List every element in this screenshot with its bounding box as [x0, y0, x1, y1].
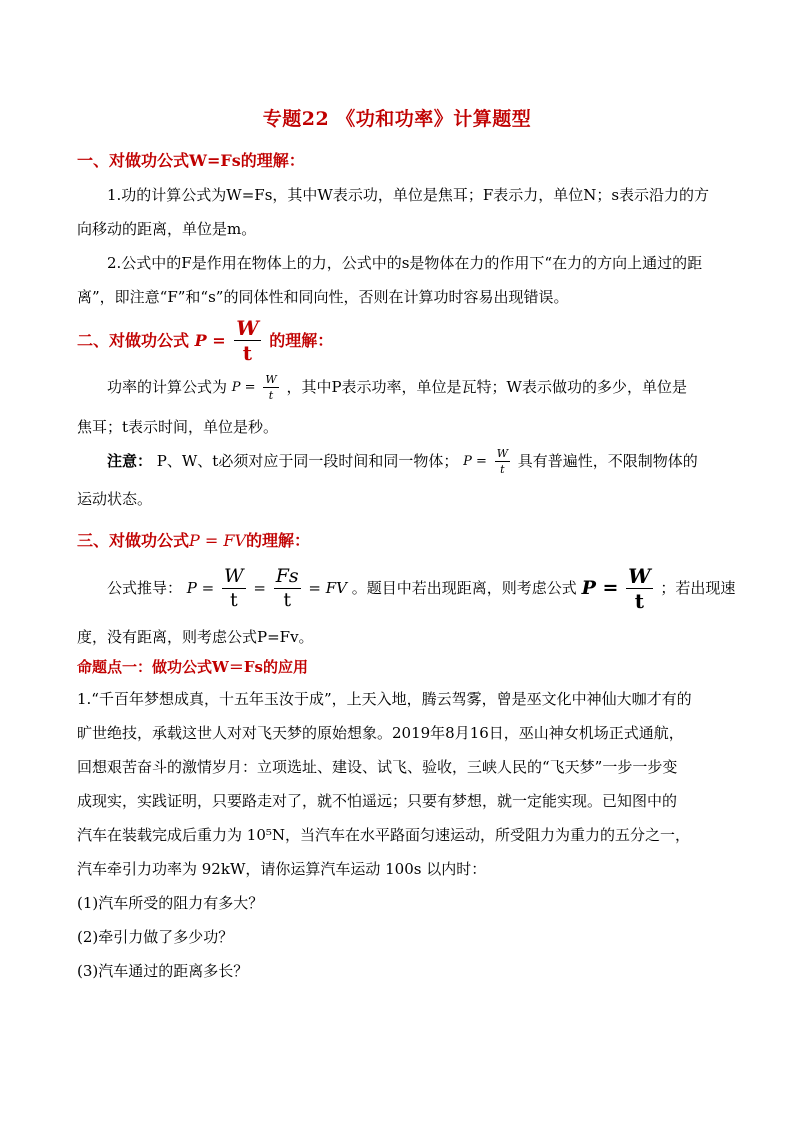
heading3-formula: P = FV: [189, 531, 247, 550]
question-line: 1.“千百年梦想成真，十五年玉汝于成”，上天入地，腾云驾雾，曾是巫文化中神仙大咖才有的: [77, 690, 692, 708]
section3-line2: 度，没有距离，则考虑公式P=Fv。: [77, 628, 314, 646]
sub-question-1: (1)汽车所受的阻力有多大？: [77, 894, 264, 912]
derive-fraction-2: $\frac{Fs}{t}$: [275, 565, 299, 611]
question-line: 回想艰苦奋斗的激情岁月：立项选址、建设、试飞、验收，三峡人民的“飞天梦”一步一步变: [77, 758, 678, 776]
page-title: 专题22 《功和功率》计算题型: [262, 108, 532, 130]
power-fraction: $\frac{W}{t}$: [265, 373, 277, 402]
derive-fraction-1: $\frac{W}{t}$: [224, 565, 244, 611]
point1-heading: 命题点一：做功公式W＝Fs的应用: [77, 658, 308, 676]
section2-heading: 二、对做功公式 P = $\frac{W}{t}$ 的理解：: [77, 316, 334, 365]
point1-question: [77, 682, 717, 988]
question-line: 汽车在装载完成后重力为 10⁵N，当汽车在水平路面匀速运动，所受阻力为重力的五分之一，: [77, 826, 690, 844]
section1-para2: 2.公式中的F是作用在物体上的力，公式中的s是物体在力的作用下“在力的方向上通过的距离”，即注意“F”和“s”的同体性和同向性，否则在计算功时容易出现错误。: [77, 254, 703, 306]
question-line: 汽车牵引力功率为 92kW，请你运算汽车运动 100s 以内时：: [77, 860, 487, 878]
heading-fraction: $\frac{W}{t}$: [236, 316, 259, 365]
section2-para-line2: 焦耳；t表示时间，单位是秒。: [77, 418, 279, 436]
section3-heading: 三、对做功公式P = FV的理解：: [77, 531, 311, 550]
section2-note-line2: 运动状态。: [77, 490, 153, 508]
note-label: 注意：: [107, 452, 153, 470]
derive-fraction-big: $\frac{W}{t}$: [628, 564, 651, 613]
sub-question-3: (3)汽车通过的距离多长？: [77, 962, 249, 980]
sub-question-2: (2)牵引力做了多少功？: [77, 928, 234, 946]
section2-note-line1: 注意： P、W、t必须对应于同一段时间和同一物体； P = $\frac{W}{t}$ 具有普遍性，不限制物体的: [107, 447, 698, 476]
question-line: 成现实，实践证明，只要路走对了，就不怕遥远；只要有梦想，就一定能实现。已知图中的: [77, 792, 678, 810]
section2-para-line1: 功率的计算公式为 P = $\frac{W}{t}$ ，其中P表示功率，单位是瓦特；W表示做功的多少，单位是: [107, 373, 687, 402]
section3-derivation: 公式推导： P = $\frac{W}{t}$ = $\frac{Fs}{t}$ = FV 。题目中若出现距离，则考虑公式 P = $\frac{W}{t}$ ；若出现速: [107, 564, 736, 613]
question-line: 旷世绝技，承载这世人对对飞天梦的原始想象。2019年8月16日，巫山神女机场正式通航，: [77, 724, 684, 742]
heading-formula-lhs: P =: [194, 330, 226, 350]
note-fraction: $\frac{W}{t}$: [496, 447, 508, 476]
section1-para1: 1.功的计算公式为W=Fs，其中W表示功，单位是焦耳；F表示力，单位N；s表示沿力的方向移动的距离，单位是m。: [77, 186, 710, 238]
section1-heading: 一、对做功公式W=Fs的理解：: [77, 151, 305, 170]
